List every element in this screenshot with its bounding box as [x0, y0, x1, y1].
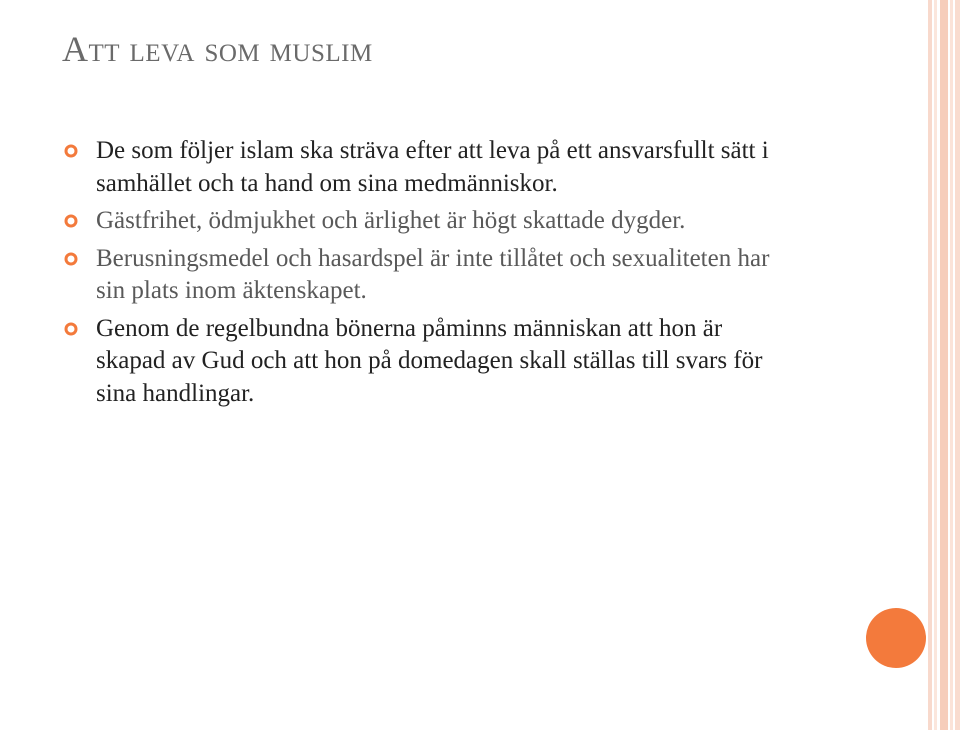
bullet-item — [64, 243, 784, 308]
bullet-text: Gästfrihet, ödmjukhet och ärlighet är högt skattade dygder. — [96, 207, 686, 234]
bullet-text: De som följer islam ska sträva efter att leva på ett ansvarsfullt sätt i samhället och ta hand om sina medmänniskor. — [96, 137, 769, 197]
bullet-circle-icon — [64, 214, 78, 228]
bullet-circle-icon — [64, 322, 78, 336]
bullet-text: Genom de regelbundna bönerna påminns människan att hon är skapad av Gud och att hon på domedagen skall ställas till svars för sina handlingar. — [96, 314, 763, 407]
decorative-stripe — [934, 0, 937, 730]
decorative-stripe — [940, 0, 948, 730]
bullet-circle-icon — [64, 252, 78, 266]
decorative-orange-circle — [866, 608, 926, 668]
bullet-list — [64, 135, 784, 415]
bullet-text: Berusningsmedel och hasardspel är inte tillåtet och sexualiteten har sin plats inom äktenskapet. — [96, 244, 770, 304]
bullet-item — [64, 205, 784, 238]
decorative-stripe — [955, 0, 960, 730]
slide-title: Att leva som muslim — [62, 29, 373, 69]
decorative-stripe — [950, 0, 953, 730]
bullet-circle-icon — [64, 144, 78, 158]
bullet-item — [64, 135, 784, 200]
decorative-stripe — [928, 0, 932, 730]
bullet-item — [64, 313, 784, 411]
